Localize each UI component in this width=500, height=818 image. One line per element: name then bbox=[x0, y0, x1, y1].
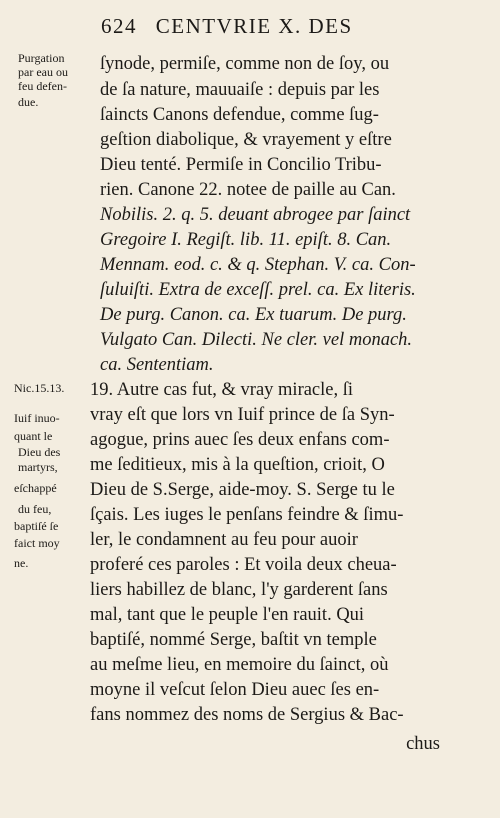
margin-note-purgation-4: due. bbox=[18, 95, 39, 109]
text-line: Gregoire I. Regiſt. lib. 11. epiſt. 8. Can. bbox=[100, 230, 392, 250]
text-line: ſynode, permiſe, comme non de ſoy, ou bbox=[100, 54, 390, 74]
margin-note-juif-4: martyrs, bbox=[18, 460, 58, 474]
text-line: ler, le condamnent au feu pour auoir bbox=[90, 530, 358, 550]
margin-note-juif-7: baptiſé ſe bbox=[14, 519, 59, 533]
page-number: 624 bbox=[101, 14, 137, 38]
margin-note-juif-6: du feu, bbox=[18, 502, 52, 516]
text-line: au meſme lieu, en memoire du ſainct, où bbox=[90, 655, 389, 675]
text-line: ſuluiſti. Extra de exceſſ. prel. ca. Ex literis. bbox=[100, 280, 416, 300]
text-line: moyne il veſcut ſelon Dieu auec ſes en- bbox=[90, 680, 380, 700]
text-line: mal, tant que le peuple l'en rauit. Qui bbox=[90, 605, 365, 625]
margin-note-purgation-1: Purgation bbox=[18, 51, 65, 65]
text-line: baptiſé, nommé Serge, baſtit vn temple bbox=[90, 630, 377, 650]
text-line: vray eſt que lors vn Iuif prince de ſa Syn- bbox=[90, 405, 395, 425]
margin-note-juif-1: Iuif inuo- bbox=[14, 411, 60, 425]
running-header bbox=[101, 14, 353, 39]
text-line: agogue, prins auec ſes deux enfans com- bbox=[90, 430, 390, 450]
text-line: fans nommez des noms de Sergius & Bac- bbox=[90, 705, 404, 725]
margin-note-purgation-2: par eau ou bbox=[18, 65, 68, 79]
text-line: geſtion diabolique, & vrayement y eſtre bbox=[100, 130, 392, 150]
catchword: chus bbox=[406, 734, 440, 754]
text-line: liers habillez de blanc, l'y garderent ſans bbox=[90, 580, 388, 600]
text-line: De purg. Canon. ca. Ex tuarum. De purg. bbox=[100, 305, 407, 325]
text-line: Mennam. eod. c. & q. Stephan. V. ca. Con- bbox=[100, 255, 416, 275]
text-line: Vulgato Can. Dilecti. Ne cler. vel monach. bbox=[100, 330, 413, 350]
margin-note-juif-9: ne. bbox=[14, 556, 29, 570]
margin-note-juif-5: eſchappé bbox=[14, 481, 57, 495]
text-line: ſçais. Les iuges le penſans feindre & ſimu- bbox=[90, 505, 404, 525]
text-line: rien. Canone 22. notee de paille au Can. bbox=[100, 180, 396, 200]
margin-note-purgation-3: feu defen- bbox=[18, 79, 67, 93]
text-line: proferé ces paroles : Et voila deux cheua- bbox=[90, 555, 397, 575]
text-line: 19. Autre cas fut, & vray miracle, ſi bbox=[90, 380, 354, 400]
text-line: me ſeditieux, mis à la queſtion, crioit, O bbox=[90, 455, 385, 475]
text-line: ca. Sententiam. bbox=[100, 355, 214, 375]
margin-note-juif-2: quant le bbox=[14, 429, 53, 443]
text-line: Nobilis. 2. q. 5. deuant abrogee par ſainct bbox=[100, 205, 411, 225]
margin-note-citation: Nic.15.13. bbox=[14, 381, 65, 395]
text-line: Dieu tenté. Permiſe in Concilio Tribu- bbox=[100, 155, 382, 175]
text-line: Dieu de S.Serge, aide-moy. S. Serge tu le bbox=[90, 480, 395, 500]
margin-note-juif-3: Dieu des bbox=[18, 445, 61, 459]
running-title: CENTVRIE X. DES bbox=[155, 14, 353, 38]
margin-note-juif-8: faict moy bbox=[14, 536, 60, 550]
text-line: ſaincts Canons defendue, comme ſug- bbox=[100, 105, 379, 125]
text-line: de ſa nature, mauuaiſe : depuis par les bbox=[100, 80, 380, 100]
